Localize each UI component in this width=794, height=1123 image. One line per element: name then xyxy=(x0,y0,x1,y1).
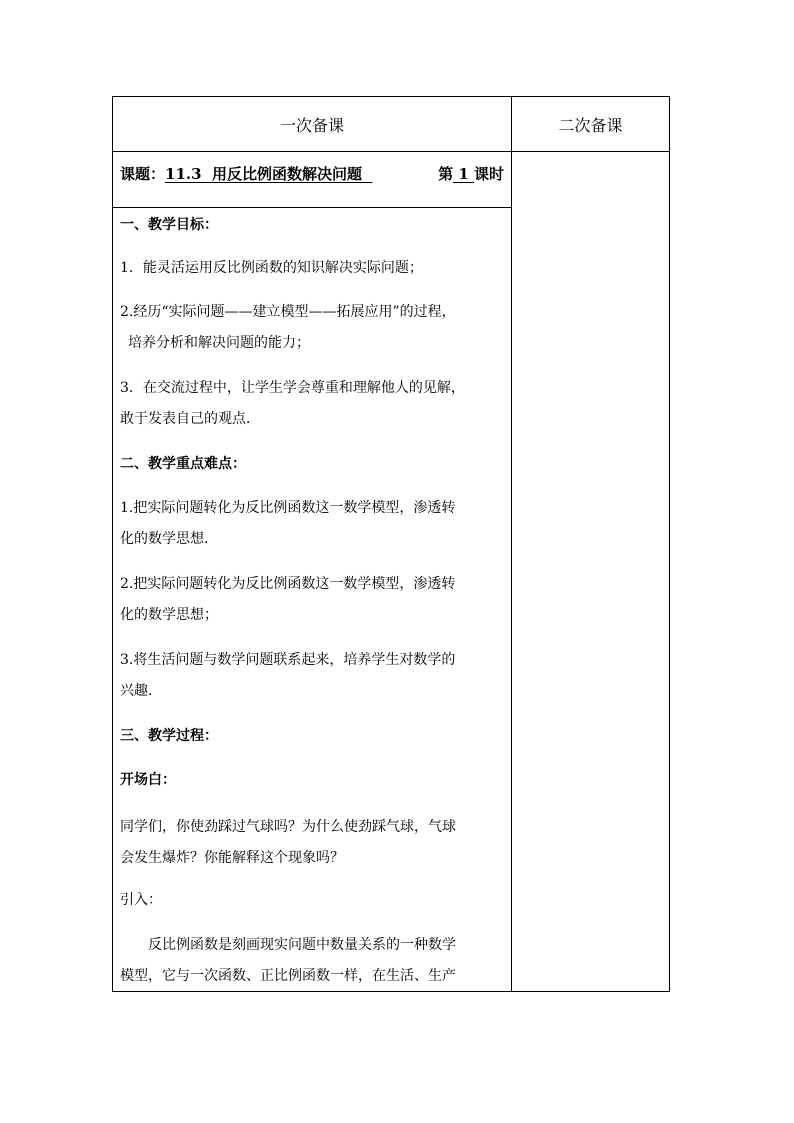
topic-label: 课题： xyxy=(120,165,166,183)
topic-row xyxy=(120,158,506,190)
lesson-no-value: 1 xyxy=(458,165,469,183)
lesson-suffix: 课时 xyxy=(473,165,504,183)
header-first-prep: 一次备课 xyxy=(279,115,344,135)
process-heading: 三、教学过程： xyxy=(120,728,218,744)
key-point-item: 3.将生活问题与数学问题联系起来，培养学生对数学的 xyxy=(120,652,456,668)
header-divider xyxy=(112,151,670,152)
key-point-item: 化的数学思想； xyxy=(120,607,218,623)
topic-title xyxy=(165,165,372,183)
title-divider xyxy=(112,207,512,208)
objective-item: 敢于发表自己的观点． xyxy=(120,411,260,427)
intro-line: 模型，它与一次函数、正比例函数一样，在生活、生产 xyxy=(120,968,456,984)
column-divider xyxy=(511,96,512,992)
objective-item: 2.经历“实际问题——建立模型——拓展应用”的过程， xyxy=(120,304,456,320)
intro-heading: 引入： xyxy=(120,892,162,908)
topic-number: 11.3 xyxy=(165,165,202,183)
key-point-item: 兴趣. xyxy=(120,683,153,699)
objective-item: 1．能灵活运用反比例函数的知识解决实际问题； xyxy=(120,260,423,276)
lesson-prefix: 第 xyxy=(438,165,454,183)
header-second-prep: 二次备课 xyxy=(558,115,623,135)
key-point-item: 化的数学思想. xyxy=(120,531,209,547)
key-points-heading: 二、教学重点难点： xyxy=(120,456,246,472)
objectives-heading: 一、教学目标： xyxy=(120,217,218,233)
topic-name: 用反比例函数解决问题 xyxy=(212,165,363,183)
key-point-item: 1.把实际问题转化为反比例函数这一数学模型，渗透转 xyxy=(120,500,456,516)
key-point-item: 2.把实际问题转化为反比例函数这一数学模型，渗透转 xyxy=(120,576,456,592)
lesson-number xyxy=(438,158,504,190)
objective-item: 培养分析和解决问题的能力； xyxy=(128,335,310,351)
lesson-no xyxy=(453,165,474,183)
objective-item: 3．在交流过程中，让学生学会尊重和理解他人的见解， xyxy=(120,380,465,396)
opening-line: 会发生爆炸？你能解释这个现象吗？ xyxy=(120,850,344,866)
intro-line: 反比例函数是刻画现实问题中数量关系的一种数学 xyxy=(148,937,456,953)
opening-heading: 开场白： xyxy=(120,772,176,788)
opening-line: 同学们，你使劲踩过气球吗？为什么使劲踩气球，气球 xyxy=(120,819,456,835)
